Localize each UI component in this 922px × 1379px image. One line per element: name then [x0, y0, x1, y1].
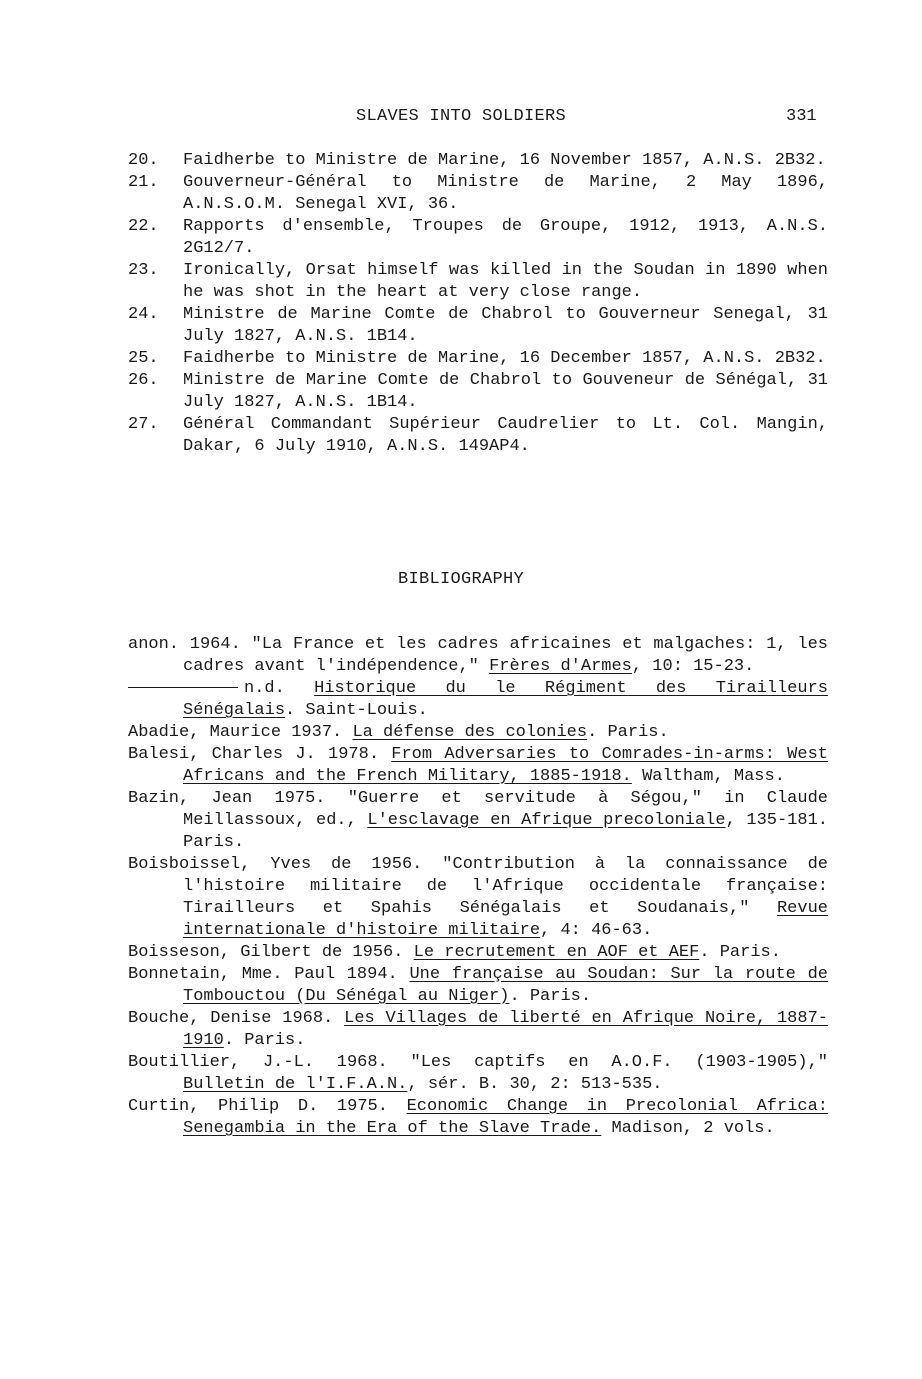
entry-author-date: Curtin, Philip D. 1975.	[128, 1097, 407, 1116]
endnote	[128, 348, 828, 370]
entry-title: Les Villages de liberté en Afrique Noire, 1887-1910	[183, 1009, 828, 1050]
endnote-number: 23.	[128, 261, 159, 280]
bibliography-entry	[128, 722, 828, 744]
bibliography-entry	[128, 942, 828, 964]
running-header: SLAVES INTO SOLDIERS	[356, 107, 567, 126]
entry-publication: , sér. B. 30, 2: 513-535.	[407, 1075, 663, 1094]
endnote	[128, 216, 828, 260]
entry-publication: , 10: 15-23.	[631, 657, 755, 676]
entry-title: Historique du le Régiment des Tirailleurs Sénégalais	[183, 679, 828, 720]
endnote-text: Général Commandant Supérieur Caudrelier to Lt. Col. Mangin, Dakar, 6 July 1910, A.N.S. 149AP4.	[183, 415, 828, 456]
bibliography-entry	[128, 788, 828, 854]
entry-author-date: Bouche, Denise 1968.	[128, 1009, 345, 1028]
bibliography-entry	[128, 1052, 828, 1096]
endnote-number: 24.	[128, 305, 159, 324]
entry-publication: . Paris.	[223, 1031, 306, 1050]
entry-publication: . Paris.	[509, 987, 592, 1006]
entry-author-date: anon. 1964. "La France et les cadres africaines et malgaches: 1, les cadres avant l'indépendence,"	[128, 635, 828, 676]
page-number: 331	[786, 107, 817, 126]
endnote-text: Ministre de Marine Comte de Chabrol to Gouverneur Senegal, 31 July 1827, A.N.S. 1B14.	[183, 305, 828, 346]
entry-publication: . Paris.	[587, 723, 669, 742]
entry-author-date: Boutillier, J.-L. 1968. "Les captifs en A.O.F. (1903-1905),"	[128, 1053, 828, 1072]
entry-author-date: Boisboissel, Yves de 1956. "Contribution à la connaissance de l'histoire militaire de l'Afrique occidentale française: Tirailleurs et Spahis Sénégalais et Soudanais,"	[128, 855, 828, 918]
entry-title: Une française au Soudan: Sur la route de Tombouctou (Du Sénégal au Niger)	[183, 965, 828, 1006]
endnote-text: Faidherbe to Ministre de Marine, 16 November 1857, A.N.S. 2B32.	[183, 151, 826, 170]
entry-publication: , 135-181. Paris.	[183, 811, 828, 852]
entry-title: Le recrutement en AOF et AEF	[413, 943, 700, 962]
endnote-number: 25.	[128, 349, 159, 368]
entry-author-date: Bazin, Jean 1975. "Guerre et servitude à Ségou," in Claude Meillassoux, ed.,	[128, 789, 828, 830]
endnote	[128, 260, 828, 304]
entry-author-date: n.d.	[244, 679, 315, 698]
entry-title: Economic Change in Precolonial Africa: Senegambia in the Era of the Slave Trade.	[183, 1097, 828, 1138]
endnote-text: Rapports d'ensemble, Troupes de Groupe, 1912, 1913, A.N.S. 2G12/7.	[183, 217, 828, 258]
entry-author-date: Abadie, Maurice 1937.	[128, 723, 353, 742]
ditto-rule	[128, 686, 238, 688]
entry-publication: . Paris.	[699, 943, 781, 962]
endnote-text: Ministre de Marine Comte de Chabrol to Gouveneur de Sénégal, 31 July 1827, A.N.S. 1B14.	[183, 371, 828, 412]
bibliography-entry	[128, 634, 828, 678]
bibliography-heading: BIBLIOGRAPHY	[397, 570, 525, 589]
entry-title: From Adversaries to Comrades-in-arms: West Africans and the French Military, 1885-1918.	[183, 745, 828, 786]
endnote-number: 21.	[128, 173, 159, 192]
bibliography-entry	[128, 744, 828, 788]
endnote-number: 22.	[128, 217, 159, 236]
endnote	[128, 172, 828, 216]
entry-author-date: Balesi, Charles J. 1978.	[128, 745, 392, 764]
endnote	[128, 304, 828, 348]
endnote-number: 20.	[128, 151, 159, 170]
bibliography-entry	[128, 964, 828, 1008]
entry-title: La défense des colonies	[352, 723, 588, 742]
bibliography-list	[128, 634, 828, 1140]
bibliography-entry	[128, 854, 828, 942]
entry-author-date: Bonnetain, Mme. Paul 1894.	[128, 965, 410, 984]
endnote	[128, 370, 828, 414]
bibliography-entry	[128, 1008, 828, 1052]
endnote-number: 26.	[128, 371, 159, 390]
entry-publication: Madison, 2 vols.	[601, 1119, 775, 1138]
endnote	[128, 414, 828, 458]
bibliography-entry	[128, 678, 828, 722]
bibliography-entry	[128, 1096, 828, 1140]
entry-title: Frères d'Armes	[489, 657, 632, 676]
entry-publication: , 4: 46-63.	[540, 921, 653, 940]
endnote-text: Faidherbe to Ministre de Marine, 16 December 1857, A.N.S. 2B32.	[183, 349, 826, 368]
entry-publication: Waltham, Mass.	[631, 767, 785, 786]
entry-publication: . Saint-Louis.	[285, 701, 428, 720]
endnote	[128, 150, 828, 172]
entry-author-date: Boisseson, Gilbert de 1956.	[128, 943, 414, 962]
entry-title: Revue internationale d'histoire militaire	[183, 899, 828, 940]
endnotes-list	[128, 150, 828, 458]
entry-title: Bulletin de l'I.F.A.N.	[183, 1075, 408, 1094]
endnote-text: Ironically, Orsat himself was killed in the Soudan in 1890 when he was shot in the heart at very close range.	[183, 261, 828, 302]
endnote-text: Gouverneur-Général to Ministre de Marine, 2 May 1896, A.N.S.O.M. Senegal XVI, 36.	[183, 173, 828, 214]
entry-title: L'esclavage en Afrique precoloniale	[367, 811, 726, 830]
endnote-number: 27.	[128, 415, 159, 434]
